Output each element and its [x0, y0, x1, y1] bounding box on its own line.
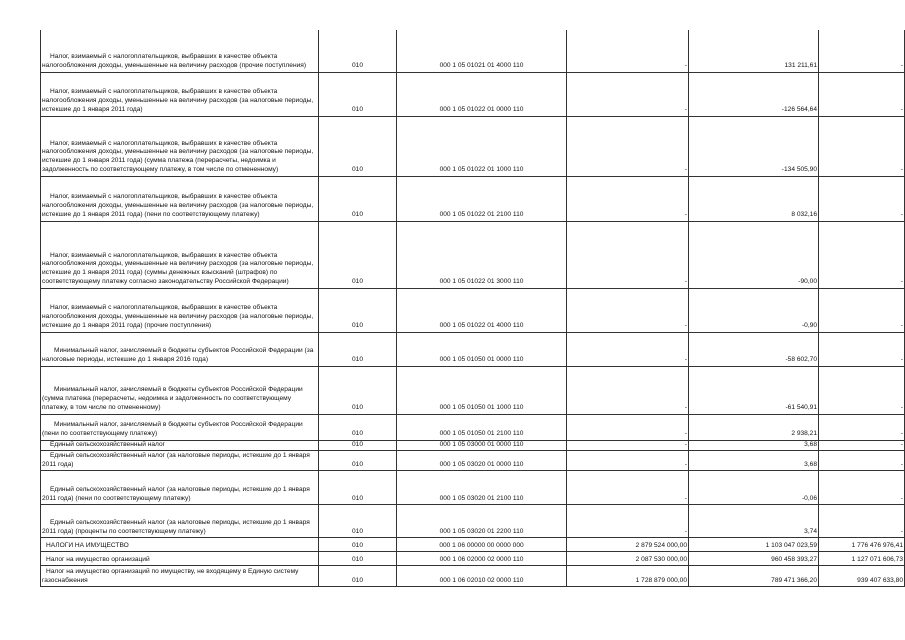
row-kbk: 000 1 05 03000 01 0000 110 [397, 440, 567, 451]
table-row [41, 72, 905, 116]
row-name [41, 505, 319, 538]
row-name [41, 30, 319, 72]
row-code: 010 [319, 505, 397, 538]
row-code: 010 [319, 176, 397, 221]
row-executed: 789 471 366,20 [689, 566, 819, 587]
table-row [41, 471, 905, 505]
row-name-text: Минимальный налог, зачисляемый в бюджеты субъектов Российской Федерации (сумма платежа (перерасчеты, недоимка и задолженность по соответствующему платежу, в том числе по отмененному) [42, 386, 303, 411]
row-approved: - [567, 288, 689, 332]
row-approved: - [567, 440, 689, 451]
row-code: 010 [319, 366, 397, 414]
row-name [41, 366, 319, 414]
row-kbk: 000 1 06 02010 02 0000 110 [397, 566, 567, 587]
row-unexecuted: - [819, 505, 905, 538]
row-code: 010 [319, 471, 397, 505]
row-kbk: 000 1 05 03020 01 0000 110 [397, 451, 567, 471]
row-kbk: 000 1 05 01022 01 1000 110 [397, 116, 567, 176]
row-approved: - [567, 221, 689, 288]
row-name [41, 414, 319, 440]
row-code: 010 [319, 538, 397, 552]
row-kbk: 000 1 05 03020 01 2200 110 [397, 505, 567, 538]
row-name [41, 176, 319, 221]
row-unexecuted: 1 127 071 606,73 [819, 552, 905, 566]
row-kbk: 000 1 05 01022 01 4000 110 [397, 288, 567, 332]
row-name [41, 288, 319, 332]
row-code: 010 [319, 566, 397, 587]
row-kbk: 000 1 05 01022 01 2100 110 [397, 176, 567, 221]
row-executed: 3,68 [689, 440, 819, 451]
row-name [41, 471, 319, 505]
row-executed: -90,00 [689, 221, 819, 288]
row-name-text: Единый сельскохозяйственный налог (за налоговые периоды, истекшие до 1 января 2011 года) (пени по соответствующему платежу) [42, 485, 310, 502]
row-code: 010 [319, 451, 397, 471]
row-name-text: Налог, взимаемый с налогоплательщиков, выбравших в качестве объекта налогообложения доходы, уменьшенные на величину расходов (за налоговые периоды, истекшие до 1 января 2011 года) (прочие поступления) [42, 304, 314, 329]
row-unexecuted: - [819, 288, 905, 332]
row-approved: - [567, 332, 689, 366]
row-code: 010 [319, 72, 397, 116]
table-row [41, 414, 905, 440]
row-kbk: 000 1 06 02000 02 0000 110 [397, 552, 567, 566]
row-approved: - [567, 366, 689, 414]
row-name-text: Единый сельскохозяйственный налог [50, 440, 166, 448]
row-executed: -126 564,64 [689, 72, 819, 116]
row-code: 010 [319, 116, 397, 176]
row-code: 010 [319, 288, 397, 332]
revenue-report-rows [41, 30, 905, 587]
row-name [41, 451, 319, 471]
row-kbk: 000 1 05 01050 01 0000 110 [397, 332, 567, 366]
row-name-text: Единый сельскохозяйственный налог (за налоговые периоды, истекшие до 1 января 2011 года) [42, 451, 310, 468]
row-code: 010 [319, 440, 397, 451]
row-executed: -134 505,90 [689, 116, 819, 176]
row-code: 010 [319, 552, 397, 566]
row-unexecuted: - [819, 451, 905, 471]
row-unexecuted: - [819, 366, 905, 414]
row-unexecuted: - [819, 116, 905, 176]
table-row [41, 30, 905, 72]
row-unexecuted: - [819, 221, 905, 288]
table-row [41, 566, 905, 587]
row-name [41, 440, 319, 451]
row-executed: 3,74 [689, 505, 819, 538]
table-row [41, 552, 905, 566]
row-name [41, 332, 319, 366]
table-row [41, 440, 905, 451]
row-approved: - [567, 414, 689, 440]
row-executed: 2 938,21 [689, 414, 819, 440]
row-unexecuted: - [819, 414, 905, 440]
row-executed: -58 602,70 [689, 332, 819, 366]
row-approved: - [567, 176, 689, 221]
row-unexecuted: - [819, 176, 905, 221]
row-approved: 1 728 879 000,00 [567, 566, 689, 587]
row-kbk: 000 1 05 01050 01 2100 110 [397, 414, 567, 440]
row-name [41, 566, 319, 587]
revenue-report-table [40, 30, 905, 587]
table-row [41, 366, 905, 414]
row-unexecuted: - [819, 332, 905, 366]
row-executed: 3,68 [689, 451, 819, 471]
row-unexecuted: - [819, 471, 905, 505]
table-row [41, 116, 905, 176]
row-executed: 8 032,16 [689, 176, 819, 221]
row-executed: 960 458 393,27 [689, 552, 819, 566]
row-name [41, 72, 319, 116]
row-name-text: Минимальный налог, зачисляемый в бюджеты субъектов Российской Федерации (за налоговые периоды, истекшие до 1 января 2016 года) [42, 347, 314, 363]
row-unexecuted: - [819, 30, 905, 72]
row-kbk: 000 1 06 00000 00 0000 000 [397, 538, 567, 552]
row-name [41, 538, 319, 552]
row-name-text: Единый сельскохозяйственный налог (за налоговые периоды, истекшие до 1 января 2011 года) (проценты по соответствующему платежу) [42, 518, 310, 535]
row-approved: - [567, 471, 689, 505]
row-kbk: 000 1 05 01050 01 1000 110 [397, 366, 567, 414]
row-executed: -0,90 [689, 288, 819, 332]
row-kbk: 000 1 05 03020 01 2100 110 [397, 471, 567, 505]
row-kbk: 000 1 05 01021 01 4000 110 [397, 30, 567, 72]
row-name [41, 552, 319, 566]
row-approved: - [567, 72, 689, 116]
row-name-text: Налог на имущество организаций [46, 555, 150, 563]
row-name-text: Налог, взимаемый с налогоплательщиков, выбравших в качестве объекта налогообложения доходы, уменьшенные на величину расходов (за налоговые периоды, истекшие до 1 января 2011 года) (суммы денежных взысканий (штрафов) по соответствующему платежу согласно законодательству Российской Федерации) [42, 251, 314, 285]
row-kbk: 000 1 05 01022 01 3000 110 [397, 221, 567, 288]
table-row [41, 538, 905, 552]
row-name-text: Налог, взимаемый с налогоплательщиков, выбравших в качестве объекта налогообложения доходы, уменьшенные на величину расходов (за налоговые периоды, истекшие до 1 января 2011 года) (пени по соответствующему платежу) [42, 193, 314, 218]
row-name-text: Налог, взимаемый с налогоплательщиков, выбравших в качестве объекта налогообложения доходы, уменьшенные на величину расходов (прочие поступления) [42, 53, 307, 69]
row-approved: - [567, 30, 689, 72]
row-approved: 2 879 524 000,00 [567, 538, 689, 552]
row-approved: 2 087 530 000,00 [567, 552, 689, 566]
row-name-text: Налог, взимаемый с налогоплательщиков, выбравших в качестве объекта налогообложения доходы, уменьшенные на величину расходов (за налоговые периоды, истекшие до 1 января 2011 года) [42, 88, 314, 113]
row-executed: 1 103 047 023,59 [689, 538, 819, 552]
row-code: 010 [319, 30, 397, 72]
row-code: 010 [319, 221, 397, 288]
row-name [41, 116, 319, 176]
row-unexecuted: 939 407 633,80 [819, 566, 905, 587]
row-approved: - [567, 116, 689, 176]
row-name [41, 221, 319, 288]
row-name-text: НАЛОГИ НА ИМУЩЕСТВО [46, 541, 129, 549]
row-name-text: Минимальный налог, зачисляемый в бюджеты субъектов Российской Федерации (пени по соответствующему платежу) [42, 421, 303, 437]
table-row [41, 221, 905, 288]
row-executed: -61 540,91 [689, 366, 819, 414]
row-name-text: Налог на имущество организаций по имуществу, не входящему в Единую систему газоснабжения [42, 567, 299, 584]
row-unexecuted: - [819, 440, 905, 451]
row-executed: 131 211,61 [689, 30, 819, 72]
row-unexecuted: 1 776 476 976,41 [819, 538, 905, 552]
row-unexecuted: - [819, 72, 905, 116]
row-kbk: 000 1 05 01022 01 0000 110 [397, 72, 567, 116]
row-approved: - [567, 505, 689, 538]
row-approved: - [567, 451, 689, 471]
table-row [41, 332, 905, 366]
table-row [41, 288, 905, 332]
table-row [41, 176, 905, 221]
row-code: 010 [319, 332, 397, 366]
row-executed: -0,06 [689, 471, 819, 505]
table-row [41, 451, 905, 471]
table-row [41, 505, 905, 538]
row-code: 010 [319, 414, 397, 440]
row-name-text: Налог, взимаемый с налогоплательщиков, выбравших в качестве объекта налогообложения доходы, уменьшенные на величину расходов (за налоговые периоды, истекшие до 1 января 2011 года) (сумма платежа (перерасчеты, недоимка и задолженность по соответствующему платежу, в том числе по отмененному) [42, 139, 314, 173]
